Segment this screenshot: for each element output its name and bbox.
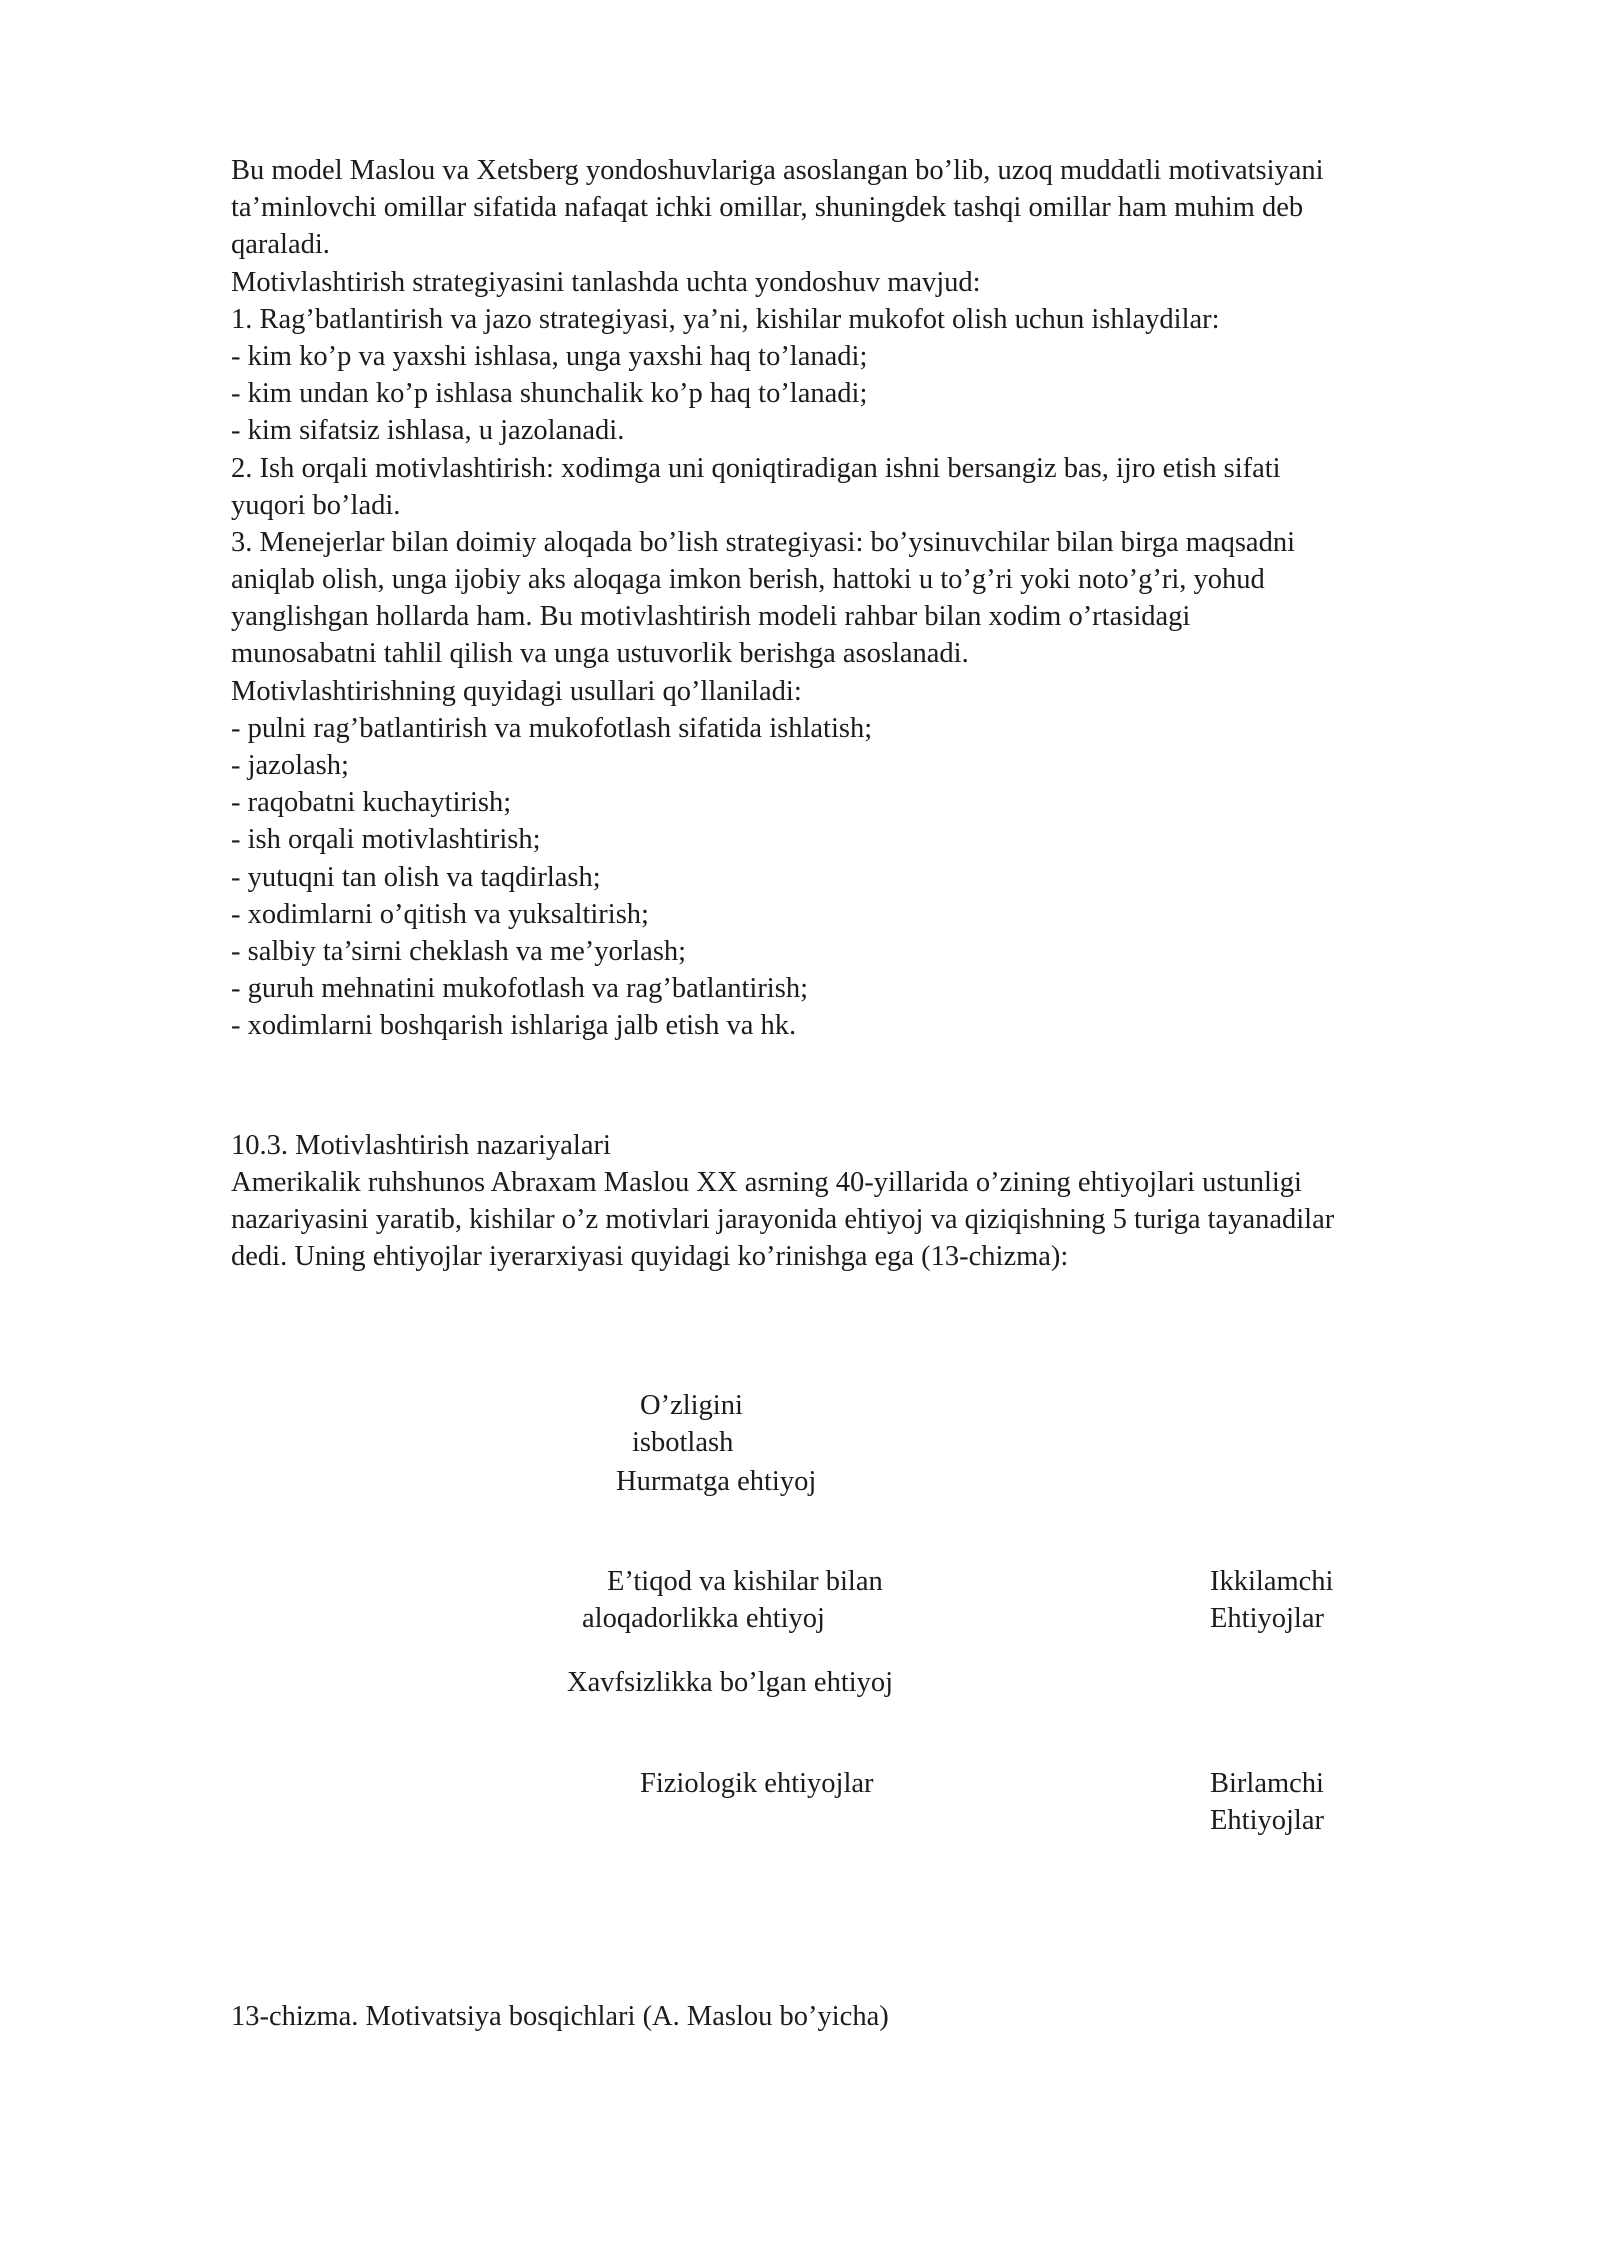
paragraph-line: Motivlashtirishning quyidagi usullari qo’llaniladi: [231, 675, 802, 707]
list-item: - salbiy ta’sirni cheklash va me’yorlash; [231, 935, 687, 967]
secondary-needs-label: Ikkilamchi [1210, 1566, 1334, 1597]
level-esteem-label: Hurmatga ehtiyoj [616, 1466, 817, 1497]
list-item: - raqobatni kuchaytirish; [231, 787, 512, 819]
paragraph-line: Amerikalik ruhshunos Abraxam Maslou XX asrning 40-yillarida o’zining ehtiyojlari ustunligi [231, 1167, 1302, 1198]
level-self-actualization-label: O’zligini [640, 1390, 743, 1421]
level-self-actualization-label: isbotlash [632, 1427, 734, 1458]
figure-caption: 13-chizma. Motivatsiya bosqichlari (A. Maslou bo’yicha) [231, 2001, 889, 2032]
primary-needs-label: Ehtiyojlar [1210, 1805, 1324, 1836]
list-item: 1. Rag’batlantirish va jazo strategiyasi, ya’ni, kishilar mukofot olish uchun ishlaydilar: [231, 303, 1220, 335]
list-item: - xodimlarni boshqarish ishlariga jalb etish va hk. [231, 1010, 797, 1042]
list-item: 3. Menejerlar bilan doimiy aloqada bo’lish strategiyasi: bo’ysinuvchilar bilan birga maqsadni [231, 526, 1296, 558]
body-text [231, 152, 1531, 1045]
paragraph-line: Motivlashtirish strategiyasini tanlashda uchta yondoshuv mavjud: [231, 266, 981, 298]
level-physiological-label: Fiziologik ehtiyojlar [640, 1768, 874, 1799]
paragraph-line: qaraladi. [231, 229, 330, 261]
list-item: aniqlab olish, unga ijobiy aks aloqaga imkon berish, hattoki u to’g’ri yoki noto’g’ri, yohud [231, 564, 1265, 596]
list-item: - pulni rag’batlantirish va mukofotlash sifatida ishlatish; [231, 712, 873, 744]
secondary-needs-label: Ehtiyojlar [1210, 1603, 1324, 1634]
level-belonging-label: aloqadorlikka ehtiyoj [582, 1603, 825, 1634]
list-item: - jazolash; [231, 750, 349, 781]
list-item: munosabatni tahlil qilish va unga ustuvorlik berishga asoslanadi. [231, 638, 969, 670]
list-item: - ish orqali motivlashtirish; [231, 824, 541, 856]
list-item: - kim undan ko’p ishlasa shunchalik ko’p haq to’lanadi; [231, 378, 868, 410]
level-safety-label: Xavfsizlikka bo’lgan ehtiyoj [567, 1667, 894, 1698]
list-item: - xodimlarni o’qitish va yuksaltirish; [231, 898, 649, 930]
paragraph-line: ta’minlovchi omillar sifatida nafaqat ichki omillar, shuningdek tashqi omillar ham muhim deb [231, 192, 1304, 224]
list-item: - yutuqni tan olish va taqdirlash; [231, 861, 601, 893]
paragraph-line: nazariyasini yaratib, kishilar o’z motivlari jarayonida ehtiyoj va qiziqishning 5 turiga tayanadilar [231, 1204, 1335, 1235]
list-item: - kim ko’p va yaxshi ishlasa, unga yaxshi haq to’lanadi; [231, 340, 868, 372]
paragraph-line: Bu model Maslou va Xetsberg yondoshuvlariga asoslangan bo’lib, uzoq muddatli motivatsiyani [231, 155, 1324, 186]
list-item: - guruh mehnatini mukofotlash va rag’batlantirish; [231, 973, 808, 1005]
list-item: 2. Ish orqali motivlashtirish: xodimga uni qoniqtiradigan ishni bersangiz bas, ijro etish sifati [231, 452, 1281, 484]
paragraph-line: dedi. Uning ehtiyojlar iyerarxiyasi quyidagi ko’rinishga ega (13-chizma): [231, 1241, 1069, 1272]
list-item: yanglishgan hollarda ham. Bu motivlashtirish modeli rahbar bilan xodim o’rtasidagi [231, 601, 1191, 633]
list-item: - kim sifatsiz ishlasa, u jazolanadi. [231, 415, 625, 447]
list-item: yuqori bo’ladi. [231, 489, 401, 521]
level-belonging-label: E’tiqod va kishilar bilan [607, 1566, 883, 1597]
primary-needs-label: Birlamchi [1210, 1768, 1324, 1799]
section-title: 10.3. Motivlashtirish nazariyalari [231, 1130, 611, 1161]
